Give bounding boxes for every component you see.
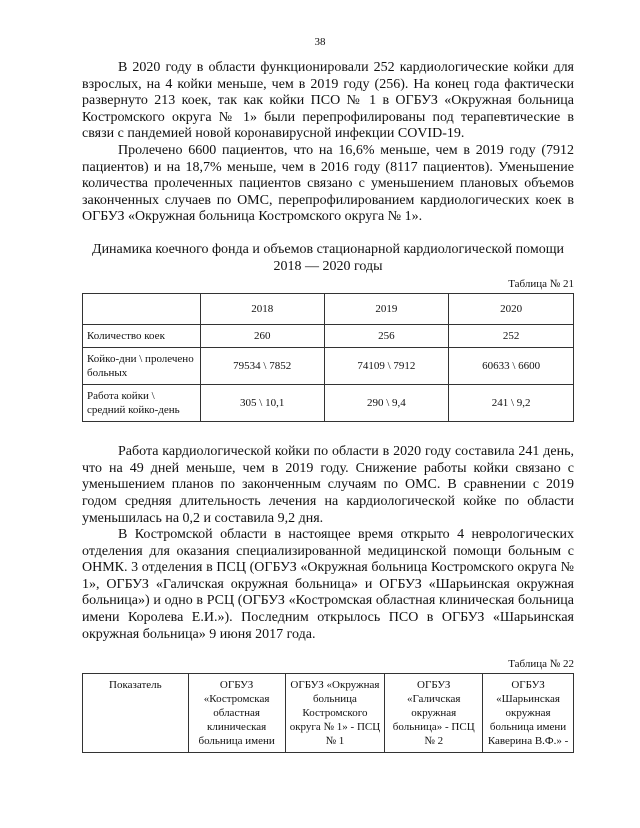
page-content [82, 60, 574, 753]
table-21-cell: 79534 \ 7852 [200, 348, 324, 385]
table-21-header-row [83, 294, 574, 325]
table-22-header-cell: ОГБУЗ «Окружная больница Костромского округа № 1» - ПСЦ № 1 [285, 674, 385, 753]
table-21 [82, 293, 574, 422]
table-21-cell: 252 [449, 325, 574, 348]
table-row [83, 385, 574, 422]
table-21-row-label: Количество коек [83, 325, 201, 348]
table-21-cell: 290 \ 9,4 [324, 385, 449, 422]
table-21-header-cell: 2020 [449, 294, 574, 325]
table-22-header-cell: ОГБУЗ «Галичская окружная больница» - ПСЦ № 2 [385, 674, 483, 753]
table-21-cell: 60633 \ 6600 [449, 348, 574, 385]
table-row [83, 325, 574, 348]
table-21-cell: 260 [200, 325, 324, 348]
table-row [83, 348, 574, 385]
table-21-row-label: Работа койки \ средний койко-день [83, 385, 201, 422]
table-21-row-label: Койко-дни \ пролечено больных [83, 348, 201, 385]
table-21-cell: 241 \ 9,2 [449, 385, 574, 422]
paragraph-bed-work: Работа кардиологической койки по области в 2020 году составила 241 день, что на 49 дней меньше, чем в 2019 году. Снижение работы койки связано с уменьшением планов по законченным случаям по ОМС. В сравнении с 2019 годом средняя длительность лечения на кардиологической койке по области уменьшилась на 0,2 и составила 9,2 дня. [82, 444, 574, 526]
table-21-cell: 74109 \ 7912 [324, 348, 449, 385]
table-21-cell: 305 \ 10,1 [200, 385, 324, 422]
table-22-label: Таблица № 22 [508, 658, 574, 671]
table-22 [82, 673, 574, 753]
table-21-label: Таблица № 21 [508, 278, 574, 291]
paragraph-cardiology-beds: В 2020 году в области функционировали 252 кардиологические койки для взрослых, на 4 койки меньше, чем в 2019 году (256). На конец года фактически развернуто 213 коек, так как койки ПСО № 1 в ОГБУЗ «Окружная больница Костромского округа № 1» были перепрофилированы под терапевтические в связи с пандемией новой коронавирусной инфекции COVID-19. [82, 60, 574, 142]
table-22-header-row [83, 674, 574, 753]
table-21-header-cell [83, 294, 201, 325]
table-21-cell: 256 [324, 325, 449, 348]
table-21-header-cell: 2018 [200, 294, 324, 325]
paragraph-treated-patients: Пролечено 6600 пациентов, что на 16,6% меньше, чем в 2019 году (7912 пациентов) и на 18,7% меньше, чем в 2016 году (8117 пациентов). Уменьшение количества пролеченных пациентов связано с уменьшением плановых объемов законченных случаев по ОМС, перепрофилированием кардиологических коек в ОГБУЗ «Окружная больница Костромского округа № 1». [82, 142, 574, 225]
table-21-caption: Динамика коечного фонда и объемов стационарной кардиологической помощи 2018 — 2020 годы [92, 241, 564, 274]
page-number: 38 [314, 36, 326, 48]
paragraph-neurology-departments: В Костромской области в настоящее время открыто 4 неврологических отделения для оказания специализированной медицинской помощи больным с ОНМК. 3 отделения в ПСЦ (ОГБУЗ «Окружная больница Костромского округа № 1», ОГБУЗ «Галичская окружная больница» и ОГБУЗ «Шарьинская окружная больница») и одно в РСЦ (ОГБУЗ «Костромская областная клиническая больница имени Королева Е.И.»). Последним открылось ПСО в ОГБУЗ «Шарьинская окружная больница» 9 июня 2017 года. [82, 527, 574, 642]
table-22-header-cell: Показатель [83, 674, 189, 753]
table-21-header-cell: 2019 [324, 294, 449, 325]
table-22-header-cell: ОГБУЗ «Шарьинская окружная больница имени Каверина В.Ф.» - [483, 674, 574, 753]
table-22-header-cell: ОГБУЗ «Костромская областная клиническая больница имени [188, 674, 285, 753]
